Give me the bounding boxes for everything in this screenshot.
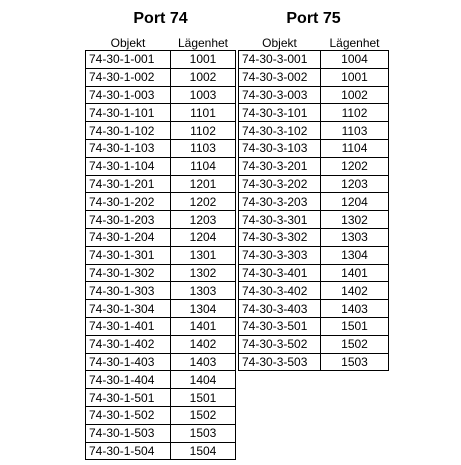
apartment-column-header: Lägenhet (329, 36, 380, 50)
table-row (86, 193, 236, 211)
table-row (239, 317, 389, 335)
apartment-number-cell: 1202 (321, 157, 389, 175)
object-id-cell: 74-30-1-401 (86, 317, 171, 335)
apartment-number-cell: 1301 (171, 246, 236, 264)
object-id-cell: 74-30-1-303 (86, 282, 171, 300)
object-id-cell: 74-30-3-001 (239, 51, 321, 69)
object-id-cell: 74-30-1-201 (86, 175, 171, 193)
table-row (86, 175, 236, 193)
port-75-title: Port 75 (286, 10, 341, 27)
object-id-cell: 74-30-1-304 (86, 300, 171, 318)
table-row (239, 353, 389, 371)
apartment-number-cell: 1402 (171, 335, 236, 353)
object-id-cell: 74-30-3-102 (239, 122, 321, 140)
object-id-cell: 74-30-3-202 (239, 175, 321, 193)
table-row (86, 211, 236, 229)
object-id-cell: 74-30-1-404 (86, 371, 171, 389)
apartment-number-cell: 1103 (171, 139, 236, 157)
table-row (239, 264, 389, 282)
table-row (86, 104, 236, 122)
table-row (86, 282, 236, 300)
table-row (86, 157, 236, 175)
apartment-number-cell: 1303 (321, 228, 389, 246)
object-id-cell: 74-30-1-001 (86, 51, 171, 69)
object-id-cell: 74-30-1-501 (86, 389, 171, 407)
object-id-cell: 74-30-1-101 (86, 104, 171, 122)
table-row (239, 211, 389, 229)
apartment-number-cell: 1002 (321, 86, 389, 104)
apartment-number-cell: 1104 (171, 157, 236, 175)
apartment-number-cell: 1501 (171, 389, 236, 407)
table-row (239, 246, 389, 264)
apartment-number-cell: 1501 (321, 317, 389, 335)
apartment-number-cell: 1403 (321, 300, 389, 318)
table-row (239, 175, 389, 193)
object-id-cell: 74-30-1-003 (86, 86, 171, 104)
table-row (239, 86, 389, 104)
table-row (239, 335, 389, 353)
apartment-number-cell: 1102 (321, 104, 389, 122)
object-id-cell: 74-30-1-102 (86, 122, 171, 140)
table-row (239, 300, 389, 318)
table-row (239, 228, 389, 246)
apartment-number-cell: 1503 (171, 424, 236, 442)
object-id-cell: 74-30-1-302 (86, 264, 171, 282)
port-74-section (85, 8, 236, 460)
apartment-number-cell: 1503 (321, 353, 389, 371)
object-id-cell: 74-30-3-203 (239, 193, 321, 211)
table-row (86, 51, 236, 69)
apartment-number-cell: 1502 (321, 335, 389, 353)
object-id-cell: 74-30-3-302 (239, 228, 321, 246)
object-id-cell: 74-30-3-502 (239, 335, 321, 353)
table-row (86, 335, 236, 353)
object-id-cell: 74-30-3-201 (239, 157, 321, 175)
table-row (86, 122, 236, 140)
apartment-number-cell: 1203 (171, 211, 236, 229)
table-row (239, 282, 389, 300)
table-row (86, 86, 236, 104)
apartment-number-cell: 1201 (171, 175, 236, 193)
table-row (86, 353, 236, 371)
apartment-number-cell: 1401 (171, 317, 236, 335)
table-row (86, 68, 236, 86)
table-row (86, 228, 236, 246)
object-id-cell: 74-30-1-502 (86, 406, 171, 424)
object-id-cell: 74-30-3-003 (239, 86, 321, 104)
table-row (86, 406, 236, 424)
object-id-cell: 74-30-1-002 (86, 68, 171, 86)
table-row (86, 442, 236, 460)
table-row (239, 157, 389, 175)
object-id-cell: 74-30-1-104 (86, 157, 171, 175)
apartment-column-header: Lägenhet (177, 36, 229, 50)
apartment-number-cell: 1404 (171, 371, 236, 389)
object-column-header: Objekt (110, 36, 146, 50)
object-id-cell: 74-30-3-501 (239, 317, 321, 335)
apartment-number-cell: 1001 (321, 68, 389, 86)
object-id-cell: 74-30-1-504 (86, 442, 171, 460)
object-id-cell: 74-30-3-301 (239, 211, 321, 229)
apartment-number-cell: 1504 (171, 442, 236, 460)
object-id-cell: 74-30-1-202 (86, 193, 171, 211)
table-row (239, 68, 389, 86)
port-74-table (85, 36, 236, 460)
apartment-number-cell: 1203 (321, 175, 389, 193)
object-id-cell: 74-30-1-403 (86, 353, 171, 371)
table-row (86, 264, 236, 282)
object-id-cell: 74-30-1-503 (86, 424, 171, 442)
apartment-number-cell: 1403 (171, 353, 236, 371)
object-id-cell: 74-30-3-303 (239, 246, 321, 264)
table-row (239, 51, 389, 69)
table-row (86, 371, 236, 389)
apartment-number-cell: 1103 (321, 122, 389, 140)
table-row (86, 139, 236, 157)
apartment-number-cell: 1402 (321, 282, 389, 300)
object-id-cell: 74-30-3-103 (239, 139, 321, 157)
object-id-cell: 74-30-3-401 (239, 264, 321, 282)
object-id-cell: 74-30-3-503 (239, 353, 321, 371)
apartment-number-cell: 1104 (321, 139, 389, 157)
apartment-number-cell: 1004 (321, 51, 389, 69)
object-id-cell: 74-30-3-101 (239, 104, 321, 122)
object-id-cell: 74-30-1-301 (86, 246, 171, 264)
object-id-cell: 74-30-3-402 (239, 282, 321, 300)
table-row (86, 300, 236, 318)
apartment-number-cell: 1204 (171, 228, 236, 246)
table-row (86, 389, 236, 407)
table-row (86, 317, 236, 335)
apartment-number-cell: 1303 (171, 282, 236, 300)
table-row (86, 246, 236, 264)
apartment-number-cell: 1304 (171, 300, 236, 318)
table-row (239, 193, 389, 211)
apartment-number-cell: 1302 (321, 211, 389, 229)
apartment-number-cell: 1502 (171, 406, 236, 424)
apartment-number-cell: 1401 (321, 264, 389, 282)
object-id-cell: 74-30-1-103 (86, 139, 171, 157)
port-74-title: Port 74 (133, 10, 188, 27)
object-id-cell: 74-30-3-403 (239, 300, 321, 318)
object-id-cell: 74-30-1-402 (86, 335, 171, 353)
port-75-section (238, 8, 389, 371)
apartment-number-cell: 1302 (171, 264, 236, 282)
table-row (239, 104, 389, 122)
table-header-row (86, 36, 236, 51)
port-74-table-body (86, 51, 236, 460)
apartment-number-cell: 1204 (321, 193, 389, 211)
object-id-cell: 74-30-1-203 (86, 211, 171, 229)
table-row (239, 139, 389, 157)
table-row (239, 122, 389, 140)
apartment-number-cell: 1304 (321, 246, 389, 264)
table-row (86, 424, 236, 442)
apartment-number-cell: 1101 (171, 104, 236, 122)
apartment-number-cell: 1003 (171, 86, 236, 104)
apartment-number-cell: 1002 (171, 68, 236, 86)
apartment-number-cell: 1202 (171, 193, 236, 211)
table-header-row (239, 36, 389, 51)
apartment-number-cell: 1102 (171, 122, 236, 140)
object-id-cell: 74-30-1-204 (86, 228, 171, 246)
port-75-table-body (239, 51, 389, 371)
object-column-header: Objekt (262, 36, 297, 50)
apartment-number-cell: 1001 (171, 51, 236, 69)
object-id-cell: 74-30-3-002 (239, 68, 321, 86)
port-75-table (238, 36, 389, 371)
